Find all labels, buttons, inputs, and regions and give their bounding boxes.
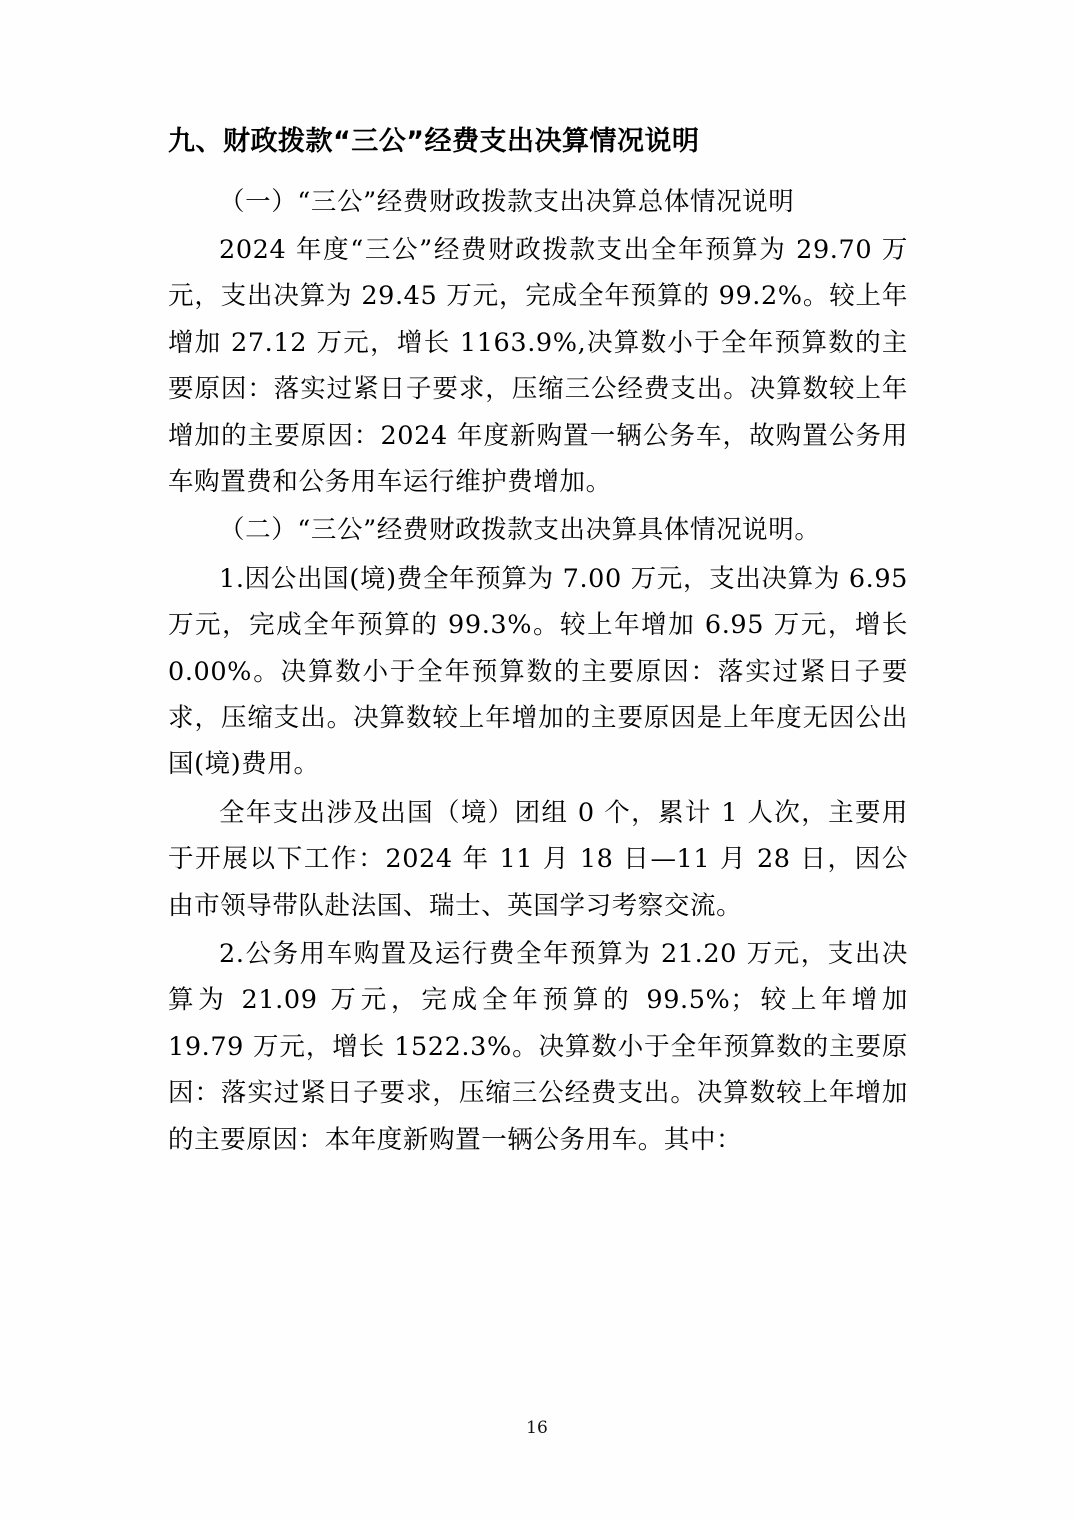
subsection-1-title: （一）“三公”经费财政拨款支出决算总体情况说明 <box>219 186 795 217</box>
paragraph-overseas-groups: 全年支出涉及出国（境）团组 0 个，累计 1 人次，主要用于开展以下工作：2024 年 11 月 18 日—11 月 28 日，因公由市领导带队赴法国、瑞士、英国学习考察交流。 <box>168 797 908 921</box>
page-number: 16 <box>526 1418 548 1438</box>
paragraph-official-vehicle: 2.公务用车购置及运行费全年预算为 21.20 万元，支出决算为 21.09 万元，完成全年预算的 99.5%；较上年增加 19.79 万元，增长 1522.3%。决算数小于全年预算数的主要原因：落实过紧日子要求，压缩三公经费支出。决算数较上年增加的主要原因：本年度新购置一辆公务用车。其中： <box>168 939 908 1155</box>
subsection-2-title: （二）“三公”经费财政拨款支出决算具体情况说明。 <box>219 515 821 546</box>
paragraph-overseas-travel: 1.因公出国(境)费全年预算为 7.00 万元，支出决算为 6.95 万元，完成全年预算的 99.3%。较上年增加 6.95 万元，增长 0.00%。决算数小于全年预算数的主要原因：落实过紧日子要求，压缩支出。决算数较上年增加的主要原因是上年度无因公出国(境)费用。 <box>168 563 908 780</box>
page-content <box>168 122 908 1165</box>
section-heading: 九、财政拨款“三公”经费支出决算情况说明 <box>168 126 700 157</box>
paragraph-total-overview: 2024 年度“三公”经费财政拨款支出全年预算为 29.70 万元，支出决算为 29.45 万元，完成全年预算的 99.2%。较上年增加 27.12 万元，增长 1163.9%,决算数小于全年预算数的主要原因：落实过紧日子要求，压缩三公经费支出。决算数较上年增加的主要原因：2024 年度新购置一辆公务车，故购置公务用车购置费和公务用车运行维护费增加。 <box>168 234 908 497</box>
